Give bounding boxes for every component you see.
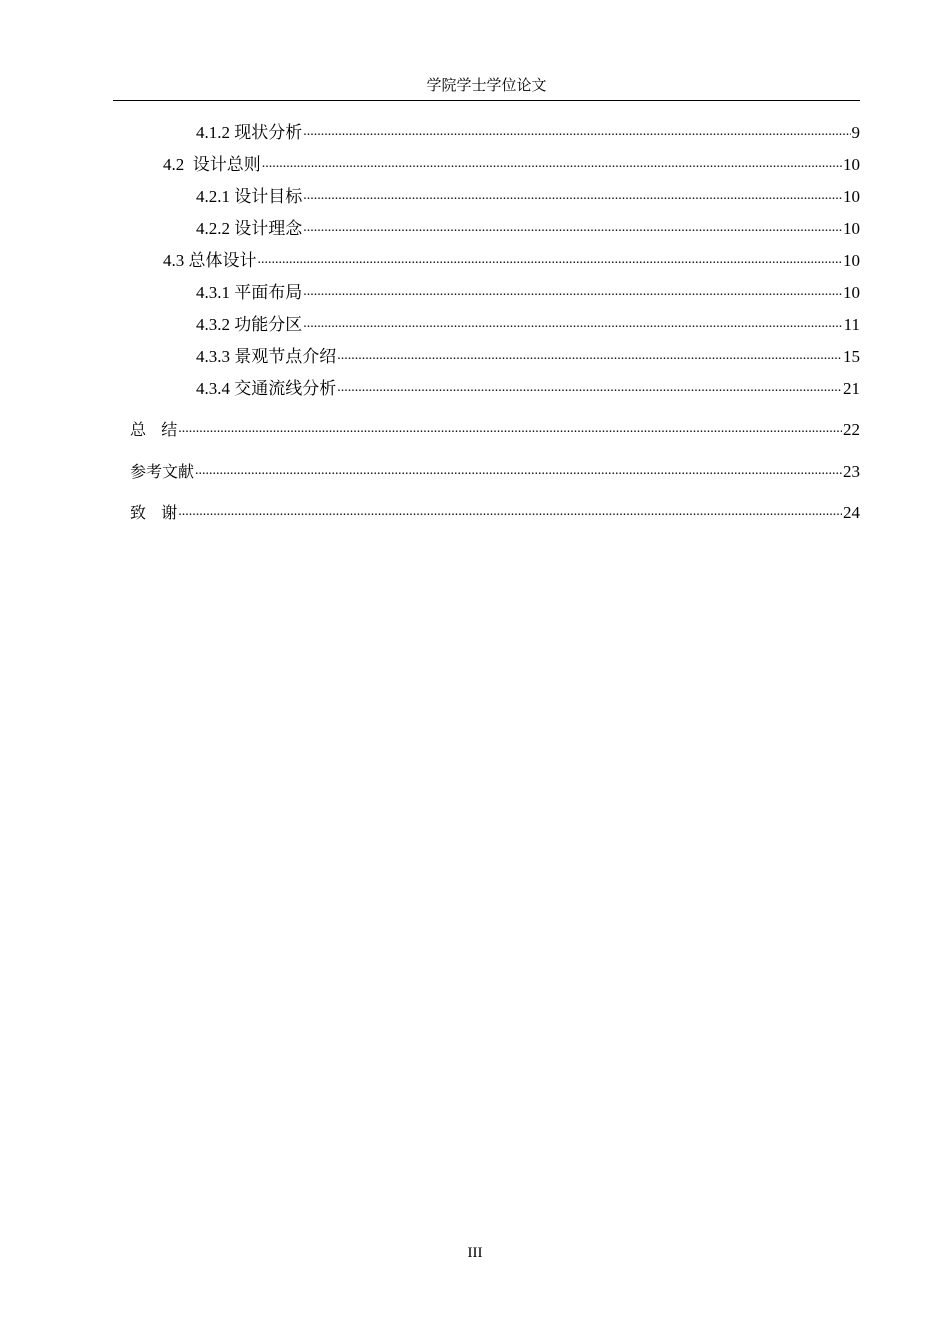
toc-entry-number: 4.2.1 <box>196 187 235 206</box>
toc-entry-title: 功能分区 <box>234 315 303 334</box>
toc-entry[interactable] <box>196 344 860 368</box>
toc-entry-page: 23 <box>843 462 860 481</box>
toc-entry[interactable] <box>196 184 860 208</box>
toc-entry-page: 10 <box>843 219 860 238</box>
toc-entry-title: 平面布局 <box>234 283 303 302</box>
toc-entry-page: 10 <box>843 251 860 270</box>
toc-entry-page: 10 <box>843 187 860 206</box>
toc-entry[interactable] <box>196 120 860 144</box>
toc-entry-number: 4.3.1 <box>196 283 235 302</box>
toc-dot-leader <box>337 379 842 397</box>
toc-entry[interactable] <box>163 248 860 272</box>
toc-dot-leader <box>262 155 842 173</box>
toc-dot-leader <box>303 187 842 205</box>
page-number: III <box>467 1245 483 1261</box>
toc-dot-leader <box>303 283 842 301</box>
toc-entry-title: 设计目标 <box>234 187 303 206</box>
toc-entry[interactable] <box>196 216 860 240</box>
toc-entry-title: 现状分析 <box>234 123 303 142</box>
toc-entry-number: 4.2.2 <box>196 219 235 238</box>
toc-entry[interactable] <box>196 280 860 304</box>
toc-entry-number: 4.2 <box>163 155 193 174</box>
toc-entry-page: 11 <box>843 315 860 334</box>
toc-entry-number: 4.1.2 <box>196 123 235 142</box>
toc-entry-acknowledgements[interactable] <box>130 500 860 524</box>
toc-entry[interactable] <box>196 312 860 336</box>
toc-entry-title: 致 谢 <box>130 503 178 522</box>
page-header-title: 学院学士学位论文 <box>426 78 547 94</box>
toc-entry-number: 4.3.2 <box>196 315 235 334</box>
toc-dot-leader <box>303 123 850 141</box>
toc-dot-leader <box>178 503 842 521</box>
toc-entry-page: 21 <box>843 379 860 398</box>
toc-entry-page: 10 <box>843 283 860 302</box>
toc-entry-number: 4.3 <box>163 251 189 270</box>
toc-entry-title: 参考文献 <box>130 462 195 481</box>
toc-entry-title: 设计理念 <box>234 219 303 238</box>
toc-entry-title: 景观节点介绍 <box>234 347 337 366</box>
toc-dot-leader <box>303 315 842 333</box>
toc-entry-page: 9 <box>851 123 860 142</box>
toc-entry[interactable] <box>196 376 860 400</box>
toc-dot-leader <box>258 251 843 269</box>
toc-entry-summary[interactable] <box>130 417 860 441</box>
toc-entry[interactable] <box>163 152 860 176</box>
toc-entry-title: 总 结 <box>130 420 178 439</box>
toc-entry-title: 总体设计 <box>188 251 257 270</box>
toc-entry-references[interactable] <box>130 459 860 483</box>
toc-entry-number: 4.3.3 <box>196 347 235 366</box>
toc-dot-leader <box>195 462 842 480</box>
toc-entry-title: 设计总则 <box>192 155 261 174</box>
toc-entry-number: 4.3.4 <box>196 379 235 398</box>
toc-dot-leader <box>303 219 842 237</box>
toc-dot-leader <box>337 347 842 365</box>
table-of-contents <box>0 0 950 600</box>
toc-dot-leader <box>178 420 842 438</box>
toc-entry-page: 10 <box>843 155 860 174</box>
toc-entry-page: 22 <box>843 420 860 439</box>
toc-entry-title: 交通流线分析 <box>234 379 337 398</box>
toc-entry-page: 15 <box>843 347 860 366</box>
toc-entry-page: 24 <box>843 503 860 522</box>
